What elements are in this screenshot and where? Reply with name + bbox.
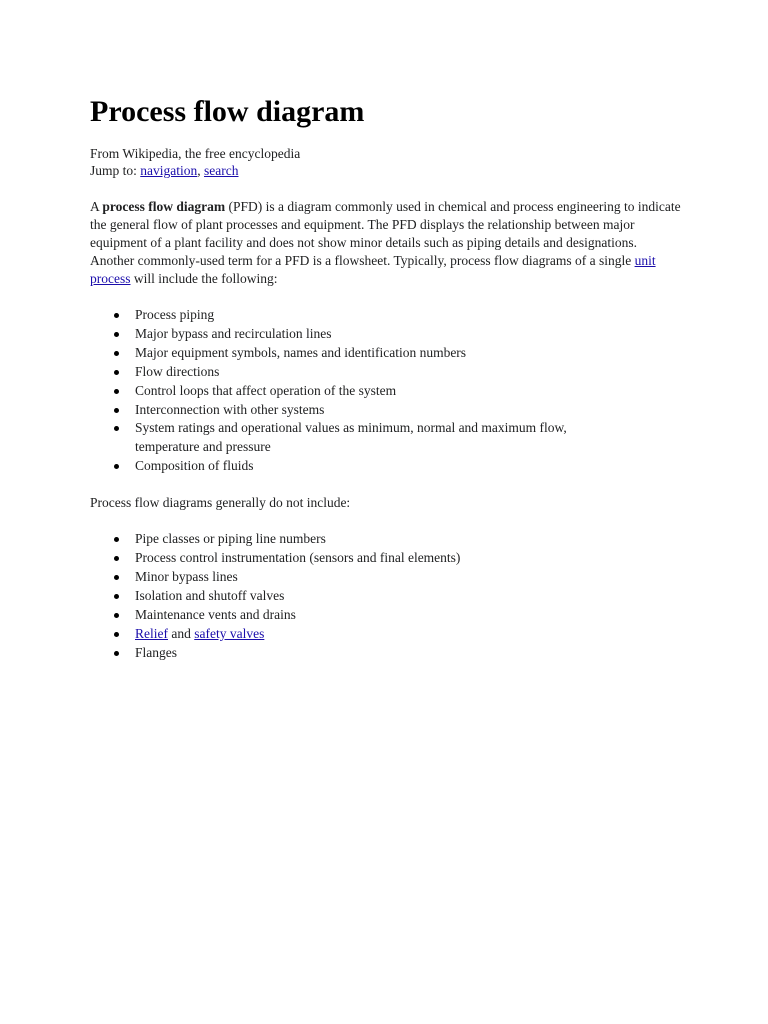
- exclude-list: [90, 530, 690, 662]
- list-item: Major bypass and recirculation lines: [90, 325, 615, 344]
- safety-valves-link[interactable]: safety valves: [194, 625, 265, 641]
- list-item: System ratings and operational values as minimum, normal and maximum flow, temperature and pressure: [90, 419, 615, 457]
- include-list: [90, 306, 690, 476]
- list-item: Maintenance vents and drains: [90, 606, 615, 625]
- jump-to-separator: ,: [197, 163, 205, 178]
- exclude-intro: Process flow diagrams generally do not include:: [90, 495, 351, 511]
- intro-text: (PFD) is a diagram commonly used in chemical and process engineering to indicate the general flow of plant processes and equipment. The PFD displays the relationship between major equipment of a plant facility and does not show minor details such as piping details and designations. Another commonly-used term for a PFD is a flowsheet. Typically, process flow diagrams of a single: [90, 199, 681, 268]
- list-item: Control loops that affect operation of the system: [90, 382, 615, 401]
- intro-paragraph: [90, 198, 682, 288]
- list-item: Flanges: [90, 644, 615, 663]
- list-item: Flow directions: [90, 363, 615, 382]
- intro-post: will include the following:: [130, 271, 278, 286]
- list-item: Isolation and shutoff valves: [90, 587, 615, 606]
- site-subtitle: From Wikipedia, the free encyclopedia: [90, 146, 301, 161]
- search-link[interactable]: search: [204, 163, 239, 178]
- jump-to-line: [90, 162, 690, 179]
- list-item: Interconnection with other systems: [90, 401, 615, 420]
- list-item: Pipe classes or piping line numbers: [90, 530, 615, 549]
- list-item: Major equipment symbols, names and identification numbers: [90, 344, 615, 363]
- unit-process-link[interactable]: unit process: [90, 253, 656, 286]
- list-item-relief: [90, 625, 615, 644]
- intro-bold-term: process flow diagram: [102, 199, 226, 214]
- list-item: Composition of fluids: [90, 457, 615, 476]
- relief-link[interactable]: Relief: [135, 625, 168, 641]
- jump-to-label: Jump to:: [90, 163, 141, 178]
- list-item: Minor bypass lines: [90, 568, 615, 587]
- navigation-link[interactable]: navigation: [140, 163, 198, 178]
- article: [90, 92, 690, 663]
- page-title: Process flow diagram: [90, 95, 365, 128]
- list-item: Process control instrumentation (sensors and final elements): [90, 549, 615, 568]
- relief-joiner: and: [168, 625, 195, 641]
- list-item: Process piping: [90, 306, 615, 325]
- intro-pre: A: [90, 199, 103, 214]
